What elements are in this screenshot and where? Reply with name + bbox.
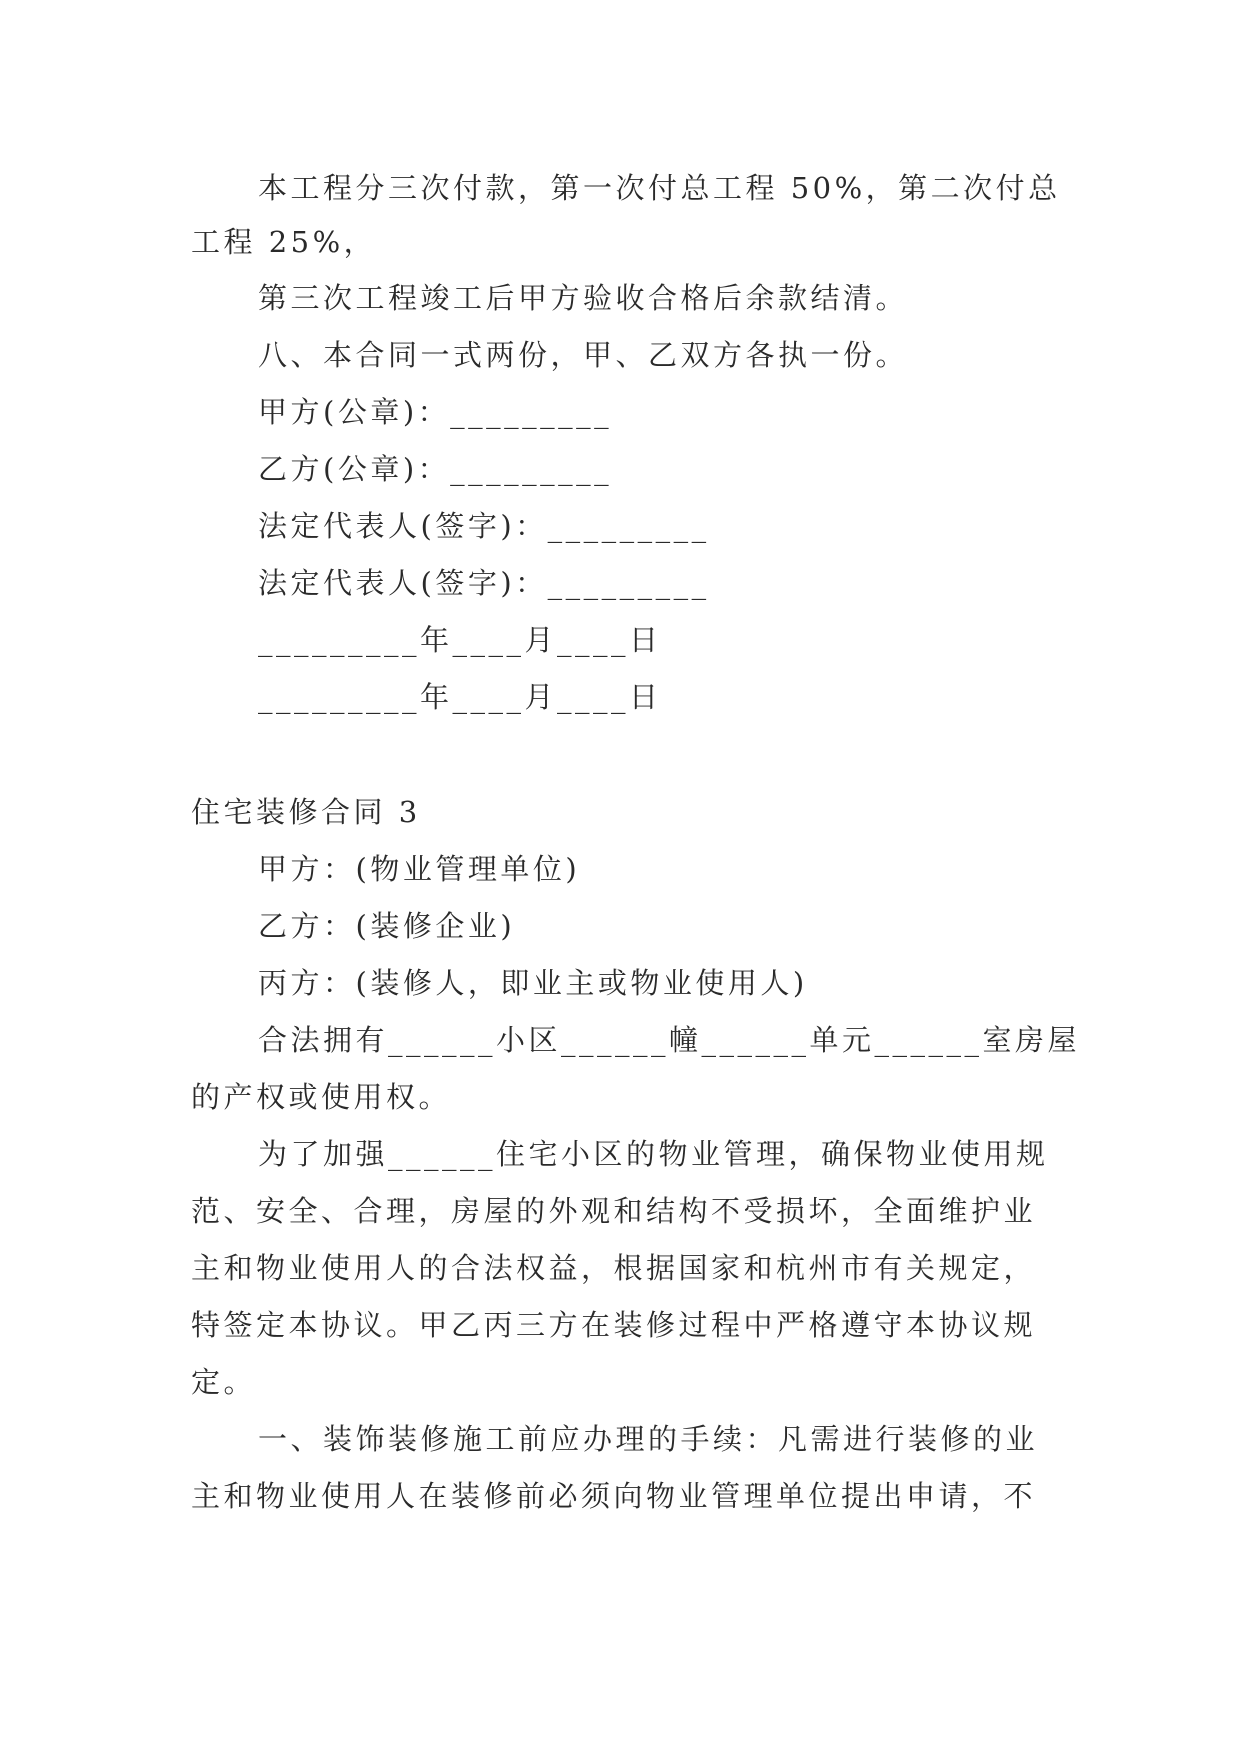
date-field-1: _________年____月____日 — [258, 623, 662, 657]
clause-one-line-2: 主和物业使用人在装修前必须向物业管理单位提出申请，不 — [191, 1479, 1037, 1513]
section-heading: 住宅装修合同 3 — [191, 795, 421, 829]
party-a-seal-field: 甲方(公章)：_________ — [258, 395, 613, 429]
clause-eight: 八、本合同一式两份，甲、乙双方各执一份。 — [258, 338, 909, 372]
purpose-paragraph-line-1: 为了加强______住宅小区的物业管理，确保物业使用规 — [258, 1137, 1049, 1171]
party-a-line: 甲方：(物业管理单位) — [258, 852, 581, 886]
purpose-paragraph-line-4: 特签定本协议。甲乙丙三方在装修过程中严格遵守本协议规 — [191, 1308, 1037, 1342]
party-b-line: 乙方：(装修企业) — [258, 909, 516, 943]
property-ownership-line: 合法拥有______小区______幢______单元______室房屋 — [258, 1023, 1081, 1057]
payment-terms-line-cont: 工程 25%， — [191, 225, 377, 259]
legal-rep-signature-field-2: 法定代表人(签字)：_________ — [258, 566, 710, 600]
final-payment-line: 第三次工程竣工后甲方验收合格后余款结清。 — [258, 281, 909, 315]
clause-one-line-1: 一、装饰装修施工前应办理的手续：凡需进行装修的业 — [258, 1422, 1039, 1456]
party-b-seal-field: 乙方(公章)：_________ — [258, 452, 613, 486]
date-field-2: _________年____月____日 — [258, 680, 662, 714]
party-c-line: 丙方：(装修人，即业主或物业使用人) — [258, 966, 808, 1000]
property-ownership-line-cont: 的产权或使用权。 — [191, 1080, 452, 1114]
purpose-paragraph-line-3: 主和物业使用人的合法权益，根据国家和杭州市有关规定， — [191, 1251, 1037, 1285]
purpose-paragraph-line-2: 范、安全、合理，房屋的外观和结构不受损坏，全面维护业 — [191, 1194, 1037, 1228]
legal-rep-signature-field-1: 法定代表人(签字)：_________ — [258, 509, 710, 543]
payment-terms-line: 本工程分三次付款，第一次付总工程 50%，第二次付总 — [258, 171, 1061, 205]
purpose-paragraph-line-5: 定。 — [191, 1365, 257, 1399]
